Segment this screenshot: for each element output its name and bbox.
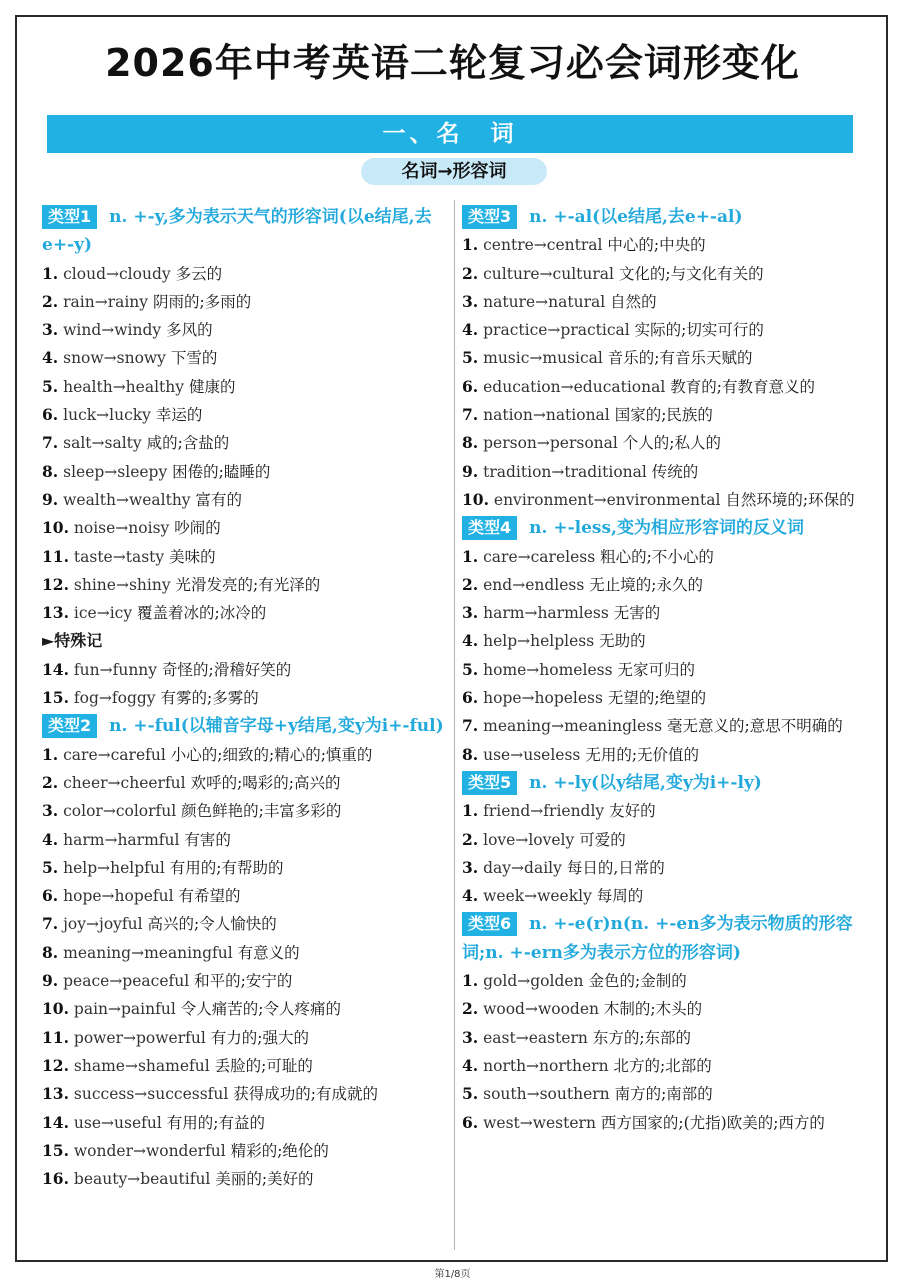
type1-special-list	[42, 656, 446, 713]
chinese-meaning: 有希望的	[178, 887, 241, 906]
word-transform: rain→rainy	[63, 292, 149, 311]
entry-number: 6.	[42, 886, 59, 906]
word-entry	[462, 1109, 870, 1137]
type-rule: n. +-y,多为表示天气的形容词(以e结尾,去e+-y)	[42, 207, 432, 256]
word-transform: use→useful	[73, 1113, 162, 1132]
entry-number: 5.	[462, 659, 479, 679]
word-entry	[42, 995, 446, 1023]
chinese-meaning: 每周的	[596, 887, 644, 906]
type6-block	[462, 910, 870, 1136]
right-column	[462, 203, 870, 1137]
word-transform: color→colorful	[63, 802, 177, 821]
word-transform: joy→joyful	[63, 915, 143, 934]
word-entry	[462, 260, 870, 288]
word-entry	[42, 288, 446, 316]
word-transform: nature→natural	[483, 292, 606, 311]
word-transform: ice→icy	[73, 604, 133, 623]
entry-number: 5.	[42, 857, 59, 877]
chinese-meaning: 西方国家的;(尤指)欧美的;西方的	[600, 1113, 825, 1132]
type-badge: 类型5	[462, 771, 517, 795]
word-transform: meaning→meaningless	[483, 717, 663, 736]
entry-number: 1.	[462, 971, 479, 991]
chinese-meaning: 有雾的;多雾的	[160, 689, 259, 708]
word-transform: hope→hopeful	[63, 887, 174, 906]
word-entry	[42, 458, 446, 486]
word-transform: person→personal	[483, 434, 618, 453]
word-entry	[42, 882, 446, 910]
word-entry	[462, 854, 870, 882]
word-transform: tradition→traditional	[483, 462, 647, 481]
word-transform: education→educational	[483, 377, 666, 396]
word-transform: peace→peaceful	[63, 972, 190, 991]
type4-list	[462, 543, 870, 769]
word-transform: south→southern	[483, 1085, 610, 1104]
entry-number: 10.	[42, 518, 69, 538]
type4-heading	[462, 514, 870, 542]
chinese-meaning: 无害的	[613, 604, 661, 623]
word-transform: gold→golden	[483, 972, 584, 991]
entry-number: 6.	[462, 376, 479, 396]
chinese-meaning: 有意义的	[237, 943, 300, 962]
word-entry	[42, 514, 446, 542]
chinese-meaning: 可爱的	[579, 830, 626, 849]
word-entry	[462, 995, 870, 1023]
word-transform: pain→painful	[73, 1000, 176, 1019]
entry-number: 1.	[462, 235, 479, 255]
entry-number: 14.	[42, 659, 69, 679]
type4-block	[462, 514, 870, 769]
entry-number: 4.	[462, 886, 479, 906]
word-entry	[462, 684, 870, 712]
chinese-meaning: 木制的;木头的	[603, 1000, 703, 1019]
type-badge: 类型1	[42, 205, 97, 229]
chinese-meaning: 毫无意义的;意思不明确的	[667, 717, 843, 736]
word-entry	[462, 288, 870, 316]
entry-number: 9.	[462, 461, 479, 481]
word-entry	[42, 1024, 446, 1052]
entry-number: 3.	[462, 291, 479, 311]
special-note: ►特殊记	[42, 631, 103, 651]
word-transform: wonder→wonderful	[73, 1141, 226, 1160]
chinese-meaning: 光滑发亮的;有光泽的	[175, 575, 321, 594]
word-transform: culture→cultural	[483, 264, 614, 283]
word-transform: help→helpless	[483, 632, 595, 651]
type-rule: n. +-e(r)n(n. +-en多为表示物质的形容词;n. +-ern多为表示方位的形容词)	[462, 914, 853, 963]
type5-block	[462, 769, 870, 910]
subsection-pill: 名词→形容词	[361, 158, 547, 185]
entry-number: 3.	[42, 801, 59, 821]
entry-number: 2.	[42, 291, 59, 311]
word-transform: care→careful	[63, 745, 166, 764]
entry-number: 6.	[42, 405, 59, 425]
entry-number: 4.	[462, 1055, 479, 1075]
word-transform: shine→shiny	[73, 575, 171, 594]
word-entry	[462, 344, 870, 372]
word-transform: shame→shameful	[73, 1056, 210, 1075]
word-entry	[42, 656, 446, 684]
word-transform: north→northern	[483, 1056, 609, 1075]
type6-list	[462, 967, 870, 1137]
word-transform: success→successful	[73, 1085, 229, 1104]
word-transform: harm→harmless	[483, 604, 609, 623]
chinese-meaning: 文化的;与文化有关的	[618, 264, 764, 283]
entry-number: 13.	[42, 603, 69, 623]
chinese-meaning: 无用的;无价值的	[585, 745, 700, 764]
word-transform: health→healthy	[63, 377, 184, 396]
word-entry	[462, 599, 870, 627]
left-column	[42, 203, 446, 1193]
word-entry	[462, 543, 870, 571]
word-transform: hope→hopeless	[483, 689, 603, 708]
chinese-meaning: 粗心的;不小心的	[600, 547, 714, 566]
chinese-meaning: 健康的	[188, 377, 236, 396]
word-entry	[42, 684, 446, 712]
word-entry	[462, 967, 870, 995]
word-entry	[42, 543, 446, 571]
entry-number: 15.	[42, 1140, 69, 1160]
chinese-meaning: 幸运的	[155, 406, 203, 425]
chinese-meaning: 获得成功的;有成就的	[233, 1085, 379, 1104]
entry-number: 7.	[42, 433, 59, 453]
word-transform: week→weekly	[483, 887, 592, 906]
chinese-meaning: 富有的	[195, 490, 243, 509]
entry-number: 7.	[42, 914, 59, 934]
word-transform: west→western	[483, 1113, 596, 1132]
chinese-meaning: 个人的;私人的	[622, 434, 722, 453]
type-rule: n. +-ful(以辅音字母+y结尾,变y为i+-ful)	[109, 716, 444, 737]
type-rule: n. +-less,变为相应形容词的反义词	[529, 518, 804, 539]
word-transform: wealth→wealthy	[63, 490, 191, 509]
word-transform: meaning→meaningful	[63, 943, 233, 962]
entry-number: 10.	[42, 999, 69, 1019]
word-entry	[462, 316, 870, 344]
word-entry	[462, 797, 870, 825]
entry-number: 1.	[462, 801, 479, 821]
type-rule: n. +-al(以e结尾,去e+-al)	[529, 207, 743, 227]
chinese-meaning: 东方的;东部的	[592, 1028, 692, 1047]
entry-number: 11.	[42, 546, 69, 566]
entry-number: 12.	[42, 574, 69, 594]
entry-number: 2.	[462, 574, 479, 594]
word-entry	[462, 712, 870, 740]
type5-list	[462, 797, 870, 910]
word-entry	[42, 1052, 446, 1080]
word-entry	[42, 401, 446, 429]
word-transform: centre→central	[483, 236, 603, 255]
entry-number: 3.	[462, 603, 479, 623]
type3-heading	[462, 203, 870, 231]
chinese-meaning: 北方的;北部的	[613, 1056, 712, 1075]
chinese-meaning: 每日的,日常的	[566, 858, 665, 877]
word-entry	[462, 627, 870, 655]
type-badge: 类型2	[42, 714, 97, 738]
word-entry	[42, 1109, 446, 1137]
column-divider	[454, 200, 455, 1250]
word-entry	[462, 1080, 870, 1108]
word-entry	[42, 1080, 446, 1108]
chinese-meaning: 南方的;南部的	[614, 1085, 713, 1104]
type1-heading	[42, 203, 446, 260]
word-transform: day→daily	[483, 858, 562, 877]
chinese-meaning: 多云的	[175, 264, 223, 283]
type3-block	[462, 203, 870, 514]
entry-number: 4.	[42, 348, 59, 368]
word-entry	[462, 741, 870, 769]
entry-number: 10.	[462, 489, 489, 509]
chinese-meaning: 有用的;有帮助的	[169, 858, 284, 877]
chinese-meaning: 颜色鲜艳的;丰富多彩的	[181, 802, 342, 821]
entry-number: 15.	[42, 688, 69, 708]
word-entry	[42, 854, 446, 882]
word-transform: cheer→cheerful	[63, 773, 186, 792]
word-entry	[42, 797, 446, 825]
type1-block	[42, 203, 446, 712]
word-transform: cloud→cloudy	[63, 264, 171, 283]
chinese-meaning: 无望的;绝望的	[607, 689, 707, 708]
chinese-meaning: 丢脸的;可耻的	[214, 1056, 313, 1075]
word-entry	[42, 741, 446, 769]
word-entry	[462, 401, 870, 429]
chinese-meaning: 美丽的;美好的	[215, 1170, 314, 1189]
word-entry	[42, 486, 446, 514]
chinese-meaning: 小心的;细致的;精心的;慎重的	[170, 745, 373, 764]
word-transform: luck→lucky	[63, 406, 151, 425]
word-entry	[462, 486, 870, 514]
chinese-meaning: 有害的	[184, 830, 231, 849]
chinese-meaning: 美味的	[169, 547, 216, 566]
entry-number: 5.	[462, 1084, 479, 1104]
word-entry	[42, 910, 446, 938]
chinese-meaning: 有力的;强大的	[210, 1028, 309, 1047]
word-entry	[42, 260, 446, 288]
chinese-meaning: 国家的;民族的	[614, 406, 713, 425]
chinese-meaning: 高兴的;令人愉快的	[147, 915, 277, 934]
word-transform: music→musical	[483, 349, 603, 368]
word-transform: fun→funny	[73, 660, 158, 679]
word-entry	[462, 1052, 870, 1080]
chinese-meaning: 中心的;中央的	[607, 236, 706, 255]
word-transform: power→powerful	[73, 1028, 206, 1047]
word-transform: sleep→sleepy	[63, 462, 168, 481]
word-entry	[42, 599, 446, 627]
type2-block	[42, 712, 446, 1193]
word-transform: wind→windy	[63, 321, 162, 340]
entry-number: 8.	[462, 433, 479, 453]
word-entry	[42, 429, 446, 457]
entry-number: 3.	[462, 857, 479, 877]
type3-list	[462, 231, 870, 514]
word-transform: wood→wooden	[483, 1000, 599, 1019]
chinese-meaning: 多风的	[166, 321, 213, 340]
type2-list	[42, 741, 446, 1194]
entry-number: 11.	[42, 1027, 69, 1047]
chinese-meaning: 吵闹的	[174, 519, 221, 538]
chinese-meaning: 友好的	[609, 802, 656, 821]
word-transform: snow→snowy	[63, 349, 166, 368]
chinese-meaning: 咸的;含盐的	[146, 434, 230, 453]
chinese-meaning: 欢呼的;喝彩的;高兴的	[190, 773, 341, 792]
word-transform: help→helpful	[63, 858, 165, 877]
type-badge: 类型4	[462, 516, 517, 540]
word-transform: beauty→beautiful	[73, 1170, 211, 1189]
word-transform: environment→environmental	[493, 490, 721, 509]
word-transform: taste→tasty	[73, 547, 165, 566]
word-entry	[42, 826, 446, 854]
type-rule: n. +-ly(以y结尾,变y为i+-ly)	[529, 772, 762, 793]
word-transform: care→careless	[483, 547, 596, 566]
word-entry	[462, 656, 870, 684]
entry-number: 6.	[462, 1112, 479, 1132]
type6-heading	[462, 910, 870, 967]
type-badge: 类型3	[462, 205, 517, 229]
entry-number: 3.	[462, 1027, 479, 1047]
entry-number: 12.	[42, 1055, 69, 1075]
word-entry	[462, 373, 870, 401]
entry-number: 16.	[42, 1169, 69, 1189]
entry-number: 2.	[462, 263, 479, 283]
page-title: 2026年中考英语二轮复习必会词形变化	[105, 41, 800, 85]
word-transform: friend→friendly	[483, 802, 605, 821]
chinese-meaning: 无助的	[599, 632, 646, 651]
chinese-meaning: 音乐的;有音乐天赋的	[607, 349, 753, 368]
entry-number: 9.	[42, 971, 59, 991]
entry-number: 2.	[462, 999, 479, 1019]
chinese-meaning: 覆盖着冰的;冰冷的	[137, 604, 267, 623]
chinese-meaning: 困倦的;瞌睡的	[172, 462, 271, 481]
entry-number: 5.	[42, 376, 59, 396]
word-entry	[42, 769, 446, 797]
chinese-meaning: 下雪的	[170, 349, 218, 368]
type2-heading	[42, 712, 446, 740]
chinese-meaning: 无家可归的	[617, 660, 695, 679]
section-heading: 一、名 词	[47, 115, 853, 153]
entry-number: 1.	[462, 546, 479, 566]
entry-number: 5.	[462, 348, 479, 368]
page-number: 第1/8页	[434, 1269, 471, 1280]
word-transform: love→lovely	[483, 830, 575, 849]
chinese-meaning: 教育的;有教育意义的	[670, 377, 815, 396]
entry-number: 6.	[462, 688, 479, 708]
chinese-meaning: 实际的;切实可行的	[634, 321, 764, 340]
word-transform: east→eastern	[483, 1028, 588, 1047]
word-transform: end→endless	[483, 575, 585, 594]
word-entry	[42, 316, 446, 344]
entry-number: 1.	[42, 263, 59, 283]
word-transform: harm→harmful	[63, 830, 180, 849]
chinese-meaning: 金色的;金制的	[588, 972, 687, 991]
entry-number: 4.	[42, 829, 59, 849]
word-entry	[462, 458, 870, 486]
entry-number: 8.	[42, 942, 59, 962]
word-entry	[462, 882, 870, 910]
entry-number: 13.	[42, 1084, 69, 1104]
word-entry	[42, 967, 446, 995]
entry-number: 14.	[42, 1112, 69, 1132]
entry-number: 2.	[42, 772, 59, 792]
entry-number: 8.	[462, 744, 479, 764]
word-entry	[42, 939, 446, 967]
word-transform: home→homeless	[483, 660, 613, 679]
word-entry	[42, 571, 446, 599]
word-entry	[462, 231, 870, 259]
type1-list	[42, 260, 446, 628]
word-transform: nation→national	[483, 406, 610, 425]
word-transform: practice→practical	[483, 321, 630, 340]
word-entry	[42, 1165, 446, 1193]
chinese-meaning: 精彩的;绝伦的	[230, 1141, 329, 1160]
chinese-meaning: 无止境的;永久的	[589, 575, 703, 594]
entry-number: 9.	[42, 489, 59, 509]
entry-number: 7.	[462, 405, 479, 425]
word-transform: use→useless	[483, 745, 581, 764]
chinese-meaning: 传统的	[651, 462, 699, 481]
type-badge: 类型6	[462, 912, 517, 936]
chinese-meaning: 自然环境的;环保的	[725, 490, 855, 509]
chinese-meaning: 奇怪的;滑稽好笑的	[161, 660, 292, 679]
word-entry	[42, 373, 446, 401]
chinese-meaning: 自然的	[610, 292, 657, 311]
word-entry	[462, 826, 870, 854]
word-entry	[42, 344, 446, 372]
word-entry	[462, 571, 870, 599]
entry-number: 2.	[462, 829, 479, 849]
chinese-meaning: 和平的;安宁的	[194, 972, 293, 991]
word-transform: fog→foggy	[73, 689, 156, 708]
word-transform: salt→salty	[63, 434, 142, 453]
entry-number: 3.	[42, 320, 59, 340]
entry-number: 7.	[462, 716, 479, 736]
entry-number: 8.	[42, 461, 59, 481]
chinese-meaning: 阴雨的;多雨的	[153, 292, 252, 311]
type5-heading	[462, 769, 870, 797]
entry-number: 4.	[462, 320, 479, 340]
word-entry	[42, 1137, 446, 1165]
chinese-meaning: 令人痛苦的;令人疼痛的	[180, 1000, 341, 1019]
word-entry	[462, 1024, 870, 1052]
chinese-meaning: 有用的;有益的	[166, 1113, 265, 1132]
entry-number: 4.	[462, 631, 479, 651]
word-entry	[462, 429, 870, 457]
entry-number: 1.	[42, 744, 59, 764]
word-transform: noise→noisy	[73, 519, 170, 538]
